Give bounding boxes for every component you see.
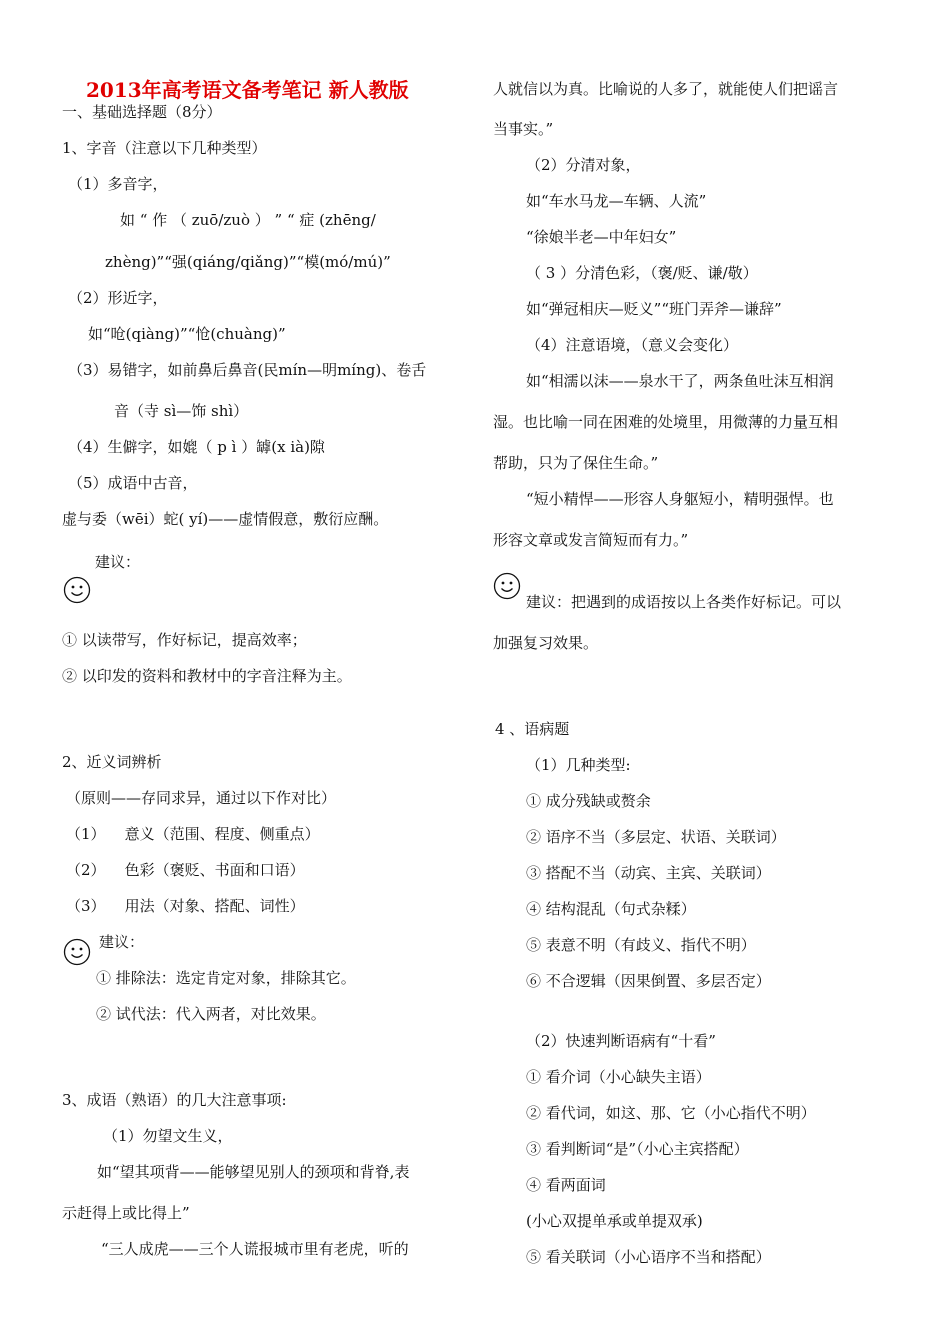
error-type-3: ③ 搭配不当（动宾、主宾、关联词） — [526, 864, 771, 882]
error-type-1: ① 成分残缺或赘余 — [526, 792, 651, 810]
idiom-item-4-example-5: 形容文章或发言简短而有力。” — [493, 531, 689, 549]
section-2-item-1: （1） 意义（范围、程度、侧重点） — [66, 825, 320, 843]
check-1: ① 看介词（小心缺失主语） — [526, 1068, 711, 1086]
check-2: ② 看代词，如这、那、它（小心指代不明） — [526, 1104, 816, 1122]
item-ancient-sound-example: 虚与委（wēi）蛇( yí)——虚情假意，敷衍应酬。 — [62, 510, 389, 528]
section-4-item-2: （2）快速判断语病有“十看” — [526, 1032, 716, 1050]
tip-3: ① 排除法：选定肯定对象，排除其它。 — [96, 969, 356, 987]
section-3-example-1a: 如“望其项背——能够望见别人的颈项和背脊,表 — [97, 1163, 410, 1181]
suggestion-3-line-2: 加强复习效果。 — [493, 634, 599, 652]
item-error-prone-2: 音（寺 sì—饰 shì） — [114, 402, 249, 420]
section-1-header: 一、基础选择题（8分） — [62, 103, 222, 121]
smiley-icon — [63, 938, 91, 966]
section-2-header: 2、近义词辨析 — [62, 753, 162, 771]
error-type-4: ④ 结构混乱（句式杂糅） — [526, 900, 696, 918]
section-2-item-2: （2） 色彩（褒贬、书面和口语） — [66, 861, 305, 879]
idiom-item-4-example-1: 如“相濡以沫——泉水干了，两条鱼吐沫互相润 — [526, 372, 834, 390]
tip-2: ② 以印发的资料和教材中的字音注释为主。 — [62, 667, 352, 685]
suggestion-label-2: 建议： — [99, 933, 145, 951]
idiom-item-2-example-1: 如“车水马龙—车辆、人流” — [526, 192, 707, 210]
item-similar-chars: （2）形近字， — [68, 289, 168, 307]
section-3-example-1b: 示赶得上或比得上” — [62, 1204, 190, 1222]
item-polyphone-example-2: zhèng)”“强(qiáng/qiǎng)”“模(mó/mú)” — [105, 253, 391, 271]
error-type-2: ② 语序不当（多层定、状语、关联词） — [526, 828, 786, 846]
section-2-principle: （原则——存同求异，通过以下作对比） — [66, 789, 337, 807]
check-4: ④ 看两面词 — [526, 1176, 606, 1194]
item-polyphone-example-1: 如 “ 作 （ zuō/zuò ） ” “ 症 (zhēng/ — [120, 211, 376, 229]
right-continuation-1: 人就信以为真。比喻说的人多了，就能使人们把谣言 — [493, 80, 839, 98]
item-similar-chars-example: 如“呛(qiàng)”“怆(chuàng)” — [88, 325, 286, 343]
error-type-5: ⑤ 表意不明（有歧义、指代不明） — [526, 936, 756, 954]
section-3-item-1: （1）勿望文生义， — [103, 1127, 233, 1145]
smiley-icon — [63, 576, 91, 604]
smiley-icon — [493, 572, 521, 600]
idiom-item-3: （ 3 ）分清色彩，（褒/贬、谦/敬） — [526, 264, 758, 282]
tip-1: ① 以读带写，作好标记，提高效率； — [62, 631, 307, 649]
section-3-example-2: “三人成虎——三个人谎报城市里有老虎，听的 — [101, 1240, 409, 1258]
section-1-1: 1、字音（注意以下几种类型） — [62, 139, 267, 157]
idiom-item-4-example-2: 湿。也比喻一同在困难的处境里，用微薄的力量互相 — [493, 413, 839, 431]
section-4-header: 4 、语病题 — [495, 720, 570, 738]
section-2-item-3: （3） 用法（对象、搭配、词性） — [66, 897, 305, 915]
item-ancient-sound: （5）成语中古音， — [68, 474, 198, 492]
page-title: 2013年高考语文备考笔记 新人教版 — [86, 78, 409, 102]
item-polyphone: （1）多音字， — [68, 175, 168, 193]
item-rare-chars: （4）生僻字，如媲（ p ì ）罅(x ià)隙 — [68, 438, 325, 456]
idiom-item-4-example-3: 帮助，只为了保住生命。” — [493, 454, 659, 472]
item-error-prone-1: （3）易错字，如前鼻后鼻音(民mín—明míng)、卷舌 — [68, 361, 427, 379]
idiom-item-3-example: 如“弹冠相庆—贬义”“班门弄斧—谦辞” — [526, 300, 782, 318]
error-type-6: ⑥ 不合逻辑（因果倒置、多层否定） — [526, 972, 771, 990]
section-4-item-1: （1）几种类型: — [526, 756, 631, 774]
section-3-header: 3、成语（熟语）的几大注意事项: — [62, 1091, 287, 1109]
suggestion-label-1: 建议： — [95, 553, 141, 571]
idiom-item-2-example-2: “徐娘半老—中年妇女” — [526, 228, 677, 246]
tip-4: ② 试代法：代入两者，对比效果。 — [96, 1005, 326, 1023]
right-continuation-2: 当事实。” — [493, 120, 554, 138]
idiom-item-4: （4）注意语境，（意义会变化） — [526, 336, 739, 354]
check-3: ③ 看判断词“是”（小心主宾搭配） — [526, 1140, 749, 1158]
idiom-item-2: （2）分清对象， — [526, 156, 641, 174]
check-5: ⑤ 看关联词（小心语序不当和搭配） — [526, 1248, 771, 1266]
idiom-item-4-example-4: “短小精悍——形容人身躯短小，精明强悍。也 — [526, 490, 834, 508]
suggestion-3-line-1: 建议：把遇到的成语按以上各类作好标记。可以 — [526, 593, 842, 611]
check-4-note: (小心双提单承或单提双承) — [526, 1212, 703, 1230]
